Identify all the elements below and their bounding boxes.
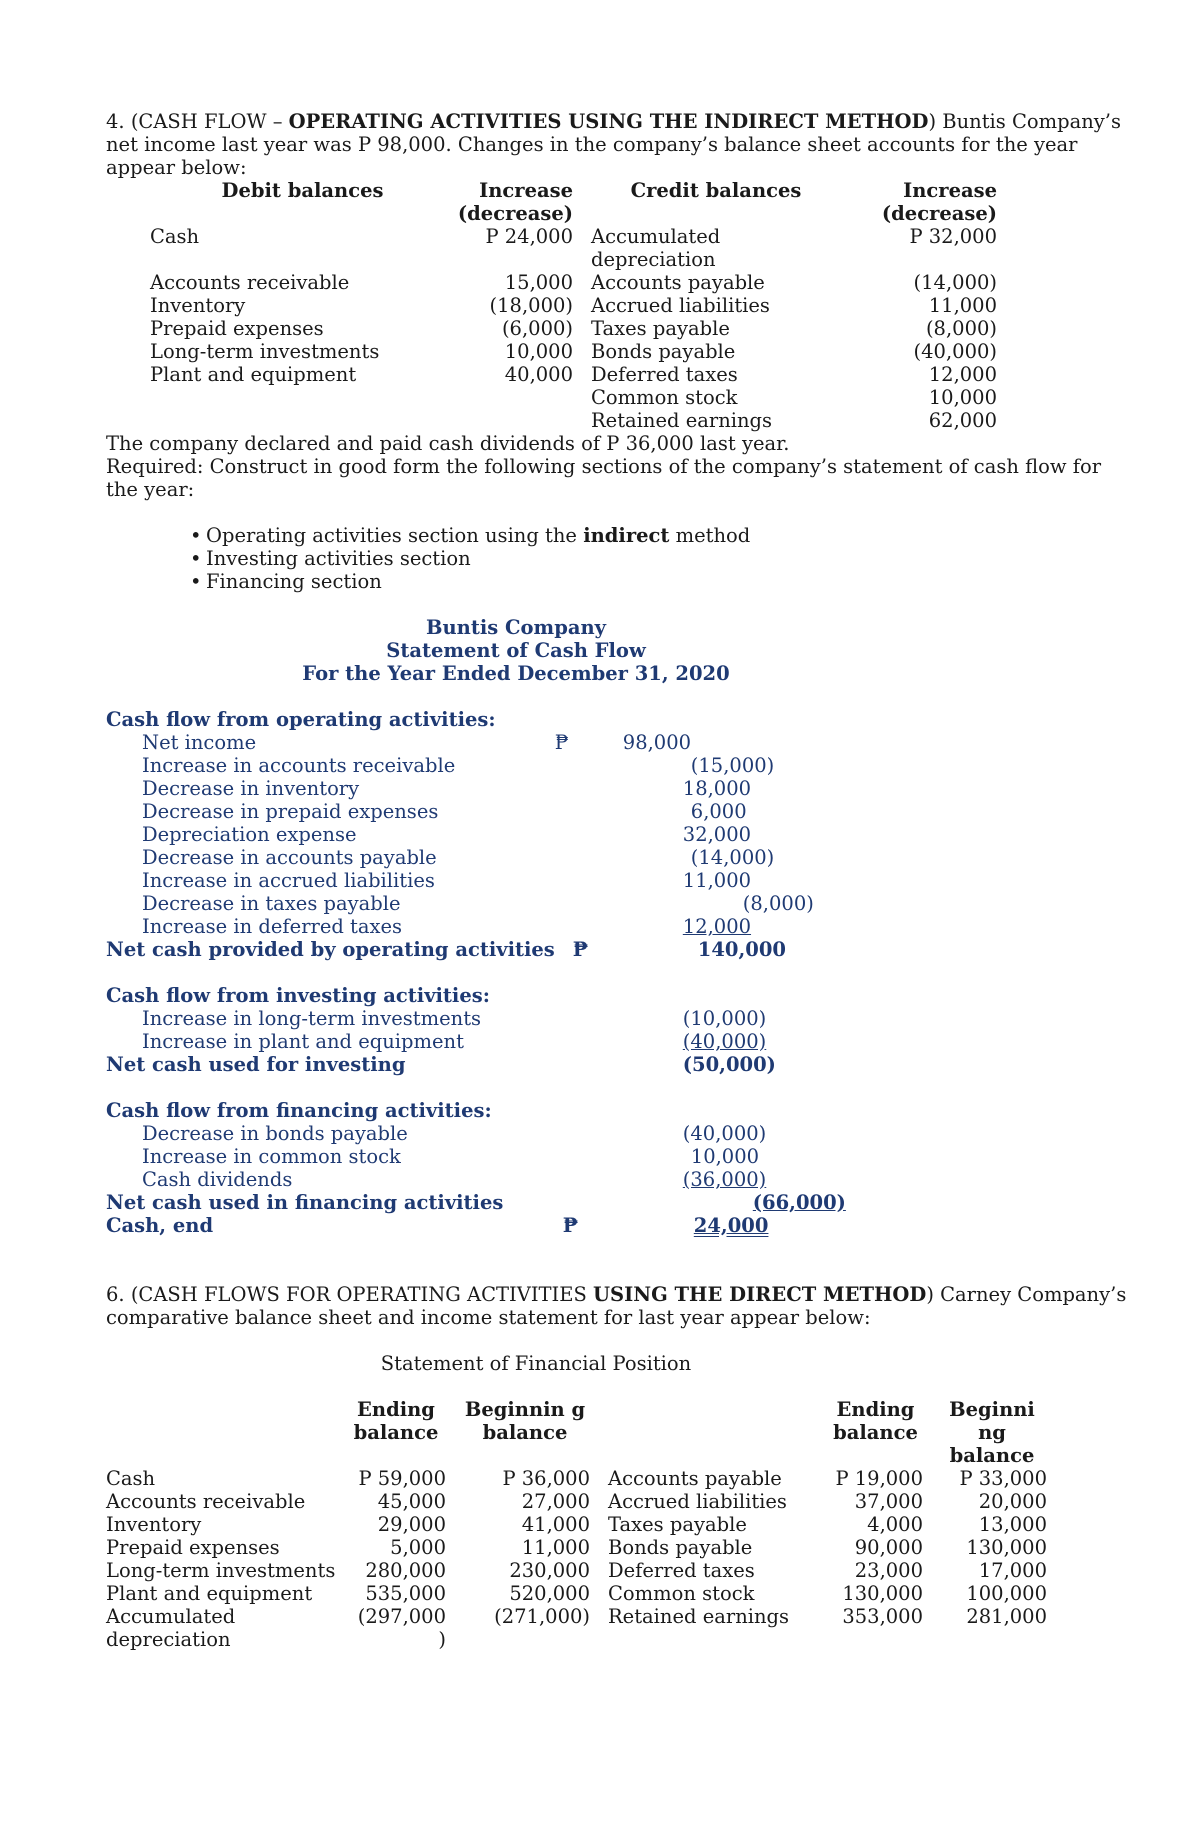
table-row — [106, 1559, 1047, 1582]
asset-ending: (297,000 ) — [357, 1605, 446, 1651]
header-increase-1: Increase (decrease) — [457, 179, 573, 225]
asset-ending: 29,000 — [377, 1513, 446, 1536]
line-item — [106, 1168, 1033, 1191]
liability-ending: 130,000 — [842, 1582, 923, 1605]
required-item-financing: • Financing section — [206, 570, 1136, 593]
line-item-value-cell — [623, 823, 923, 846]
operating-heading-row — [106, 708, 1033, 731]
line-item-value-cell — [623, 1122, 923, 1145]
line-item — [106, 823, 1033, 846]
table-row — [150, 271, 997, 294]
table-row — [106, 1490, 1047, 1513]
liability-ending: 37,000 — [854, 1490, 923, 1513]
asset-beginning: 11,000 — [521, 1536, 590, 1559]
total-value-cell — [623, 1191, 923, 1214]
header-beginning-2: Beginni ng balance — [949, 1398, 1035, 1467]
spacer-row — [106, 961, 1033, 984]
asset-ending: 5,000 — [390, 1536, 446, 1559]
financing-heading-row — [106, 1099, 1033, 1122]
bullet-bold: indirect — [583, 524, 670, 547]
operating-total-row — [106, 938, 1033, 961]
header-increase-2: Increase (decrease) — [881, 179, 997, 225]
line-item-value-cell — [623, 731, 923, 754]
credit-value: (14,000) — [913, 271, 997, 294]
problem-label-open: (CASH FLOW – — [130, 110, 289, 133]
problem-label-bold: USING THE DIRECT METHOD — [593, 1283, 927, 1306]
financing-heading: Cash flow from financing activities: — [106, 1099, 492, 1122]
debit-label: Inventory — [150, 294, 246, 317]
financing-total-label: Net cash used in financing activities — [106, 1191, 504, 1214]
line-item-label: Increase in accounts receivable — [142, 754, 456, 777]
asset-label: Accounts receivable — [106, 1490, 306, 1513]
debit-value: (6,000) — [501, 317, 573, 340]
credit-label: Accumulated depreciation — [591, 225, 721, 271]
liability-beginning: 13,000 — [978, 1513, 1047, 1536]
line-item-value-cell — [623, 1168, 923, 1191]
header-debit-balances: Debit balances — [221, 179, 384, 202]
table-row — [150, 317, 997, 340]
debit-value — [455, 409, 573, 432]
problem-label-close: ) — [928, 110, 937, 133]
liability-ending: 4,000 — [867, 1513, 923, 1536]
statement-title: Statement of Cash Flow — [386, 639, 646, 662]
operating-heading: Cash flow from operating activities: — [106, 708, 496, 731]
table-row — [150, 409, 997, 432]
line-item-value-cell — [623, 915, 923, 938]
credit-value: 12,000 — [928, 363, 997, 386]
cash-end-label: Cash, end — [106, 1214, 214, 1237]
credit-label: Deferred taxes — [591, 363, 738, 386]
line-item — [106, 777, 1033, 800]
liability-label: Accrued liabilities — [608, 1490, 787, 1513]
asset-beginning: 41,000 — [521, 1513, 590, 1536]
required-text: Required: Construct in good form the following sections of the company’s statement of cash flow for the year: — [106, 455, 1102, 501]
line-item-label: Increase in accrued liabilities — [142, 869, 435, 892]
peso-sign — [555, 823, 623, 846]
statement-period: For the Year Ended December 31, 2020 — [302, 662, 730, 685]
line-item — [106, 892, 1033, 915]
liability-ending: 90,000 — [854, 1536, 923, 1559]
required-item-operating — [206, 524, 1136, 547]
peso-sign — [555, 915, 623, 938]
line-item-label: Decrease in taxes payable — [142, 892, 401, 915]
asset-label: Long-term investments — [106, 1559, 336, 1582]
problem-number: 4. — [106, 110, 125, 133]
spacer — [106, 961, 1033, 984]
debit-value: 40,000 — [504, 363, 573, 386]
asset-ending: 280,000 — [365, 1559, 446, 1582]
asset-beginning: 230,000 — [509, 1559, 590, 1582]
statement-heading — [106, 616, 926, 685]
asset-ending: P 59,000 — [358, 1467, 446, 1490]
line-item-value: (36,000) — [682, 1168, 767, 1191]
blank — [923, 846, 1033, 869]
line-item-value: (10,000) — [682, 1007, 767, 1030]
table-row — [150, 225, 997, 271]
line-item — [106, 1145, 1033, 1168]
blank — [923, 869, 1033, 892]
asset-label: Plant and equipment — [106, 1582, 313, 1605]
balance-changes-table — [150, 179, 997, 432]
blank — [923, 915, 1033, 938]
asset-label: Prepaid expenses — [106, 1536, 280, 1559]
line-item-value: (14,000) — [690, 846, 775, 869]
asset-beginning: P 36,000 — [502, 1467, 590, 1490]
credit-value: (40,000) — [913, 340, 997, 363]
line-item-value: 18,000 — [682, 777, 752, 800]
bullet-text: Operating activities section using the — [206, 524, 584, 547]
blank — [923, 1145, 1033, 1168]
asset-label: Inventory — [106, 1513, 202, 1536]
table-row — [106, 1536, 1047, 1559]
investing-total-label: Net cash used for investing — [106, 1053, 406, 1076]
cash-end-value: 24,000 — [693, 1214, 769, 1237]
table-row — [150, 294, 997, 317]
sofp-title: Statement of Financial Position — [380, 1352, 692, 1375]
debit-value — [455, 386, 573, 409]
problem-label-bold: OPERATING ACTIVITIES USING THE INDIRECT METHOD — [288, 110, 929, 133]
liability-label: Retained earnings — [608, 1605, 790, 1628]
required-item-investing: • Investing activities section — [206, 547, 1136, 570]
line-item-label: Decrease in bonds payable — [142, 1122, 408, 1145]
peso-sign — [555, 869, 623, 892]
credit-value: (8,000) — [925, 317, 997, 340]
peso-sign: ₱ — [572, 938, 589, 961]
line-item-value: (8,000) — [742, 892, 814, 915]
liability-label: Deferred taxes — [608, 1559, 755, 1582]
credit-label: Retained earnings — [591, 409, 773, 432]
debit-label: Plant and equipment — [150, 363, 357, 386]
peso-sign: ₱ — [562, 1214, 579, 1237]
debit-value: P 24,000 — [485, 225, 573, 248]
total-value-cell — [623, 938, 923, 961]
credit-label: Taxes payable — [591, 317, 730, 340]
peso-sign — [555, 777, 623, 800]
line-item-label: Depreciation expense — [142, 823, 357, 846]
asset-beginning: (271,000) — [494, 1605, 590, 1628]
asset-beginning: 520,000 — [509, 1582, 590, 1605]
peso-sign — [555, 1168, 623, 1191]
line-item — [106, 846, 1033, 869]
blank — [923, 1030, 1033, 1053]
credit-value: 11,000 — [928, 294, 997, 317]
operating-total-label: Net cash provided by operating activities — [106, 938, 555, 961]
spacer-row — [106, 1076, 1033, 1099]
investing-heading-row — [106, 984, 1033, 1007]
peso-sign — [555, 1122, 623, 1145]
investing-total-row — [106, 1053, 1033, 1076]
blank — [923, 800, 1033, 823]
line-item-label: Cash dividends — [142, 1168, 293, 1191]
debit-label — [150, 386, 455, 409]
line-item-label: Increase in long-term investments — [142, 1007, 482, 1030]
liability-ending: P 19,000 — [835, 1467, 923, 1490]
peso-sign — [555, 1191, 623, 1214]
company-name: Buntis Company — [426, 616, 606, 639]
required-list — [106, 524, 1136, 593]
asset-label: Cash — [106, 1467, 156, 1490]
liability-label: Taxes payable — [608, 1513, 747, 1536]
cash-end-row — [106, 1214, 1033, 1237]
liability-beginning: 20,000 — [978, 1490, 1047, 1513]
document-page — [106, 110, 1136, 1651]
financing-total-row — [106, 1191, 1033, 1214]
debit-label: Prepaid expenses — [150, 317, 324, 340]
line-item-value: (40,000) — [682, 1122, 767, 1145]
peso-sign — [555, 1007, 623, 1030]
investing-total-value: (50,000) — [682, 1053, 776, 1076]
problem6-intro — [106, 1283, 1136, 1329]
line-item — [106, 731, 1033, 754]
line-item-value: 6,000 — [690, 800, 747, 823]
liability-label: Common stock — [608, 1582, 755, 1605]
line-item-value-cell — [623, 892, 923, 915]
blank — [923, 1191, 1033, 1214]
line-item-label: Decrease in inventory — [142, 777, 360, 800]
asset-label: Accumulated depreciation — [106, 1605, 236, 1651]
investing-heading: Cash flow from investing activities: — [106, 984, 490, 1007]
line-item-value: 32,000 — [682, 823, 752, 846]
header-ending-1: Ending balance — [353, 1398, 439, 1444]
peso-sign — [555, 846, 623, 869]
liability-beginning: P 33,000 — [959, 1467, 1047, 1490]
line-item-label: Net income — [142, 731, 257, 754]
blank — [923, 1007, 1033, 1030]
blank — [923, 1168, 1033, 1191]
table-row — [106, 1467, 1047, 1490]
blank — [923, 1214, 1033, 1237]
cash-end-cell — [623, 1214, 923, 1237]
asset-ending: 535,000 — [365, 1582, 446, 1605]
line-item — [106, 754, 1033, 777]
blank — [923, 823, 1033, 846]
liability-ending: 23,000 — [854, 1559, 923, 1582]
peso-sign — [555, 754, 623, 777]
blank — [923, 938, 1033, 961]
line-item — [106, 915, 1033, 938]
debit-value: 15,000 — [504, 271, 573, 294]
header-ending-2: Ending balance — [833, 1398, 918, 1444]
blank — [923, 754, 1033, 777]
table-row — [150, 386, 997, 409]
line-item-value: 12,000 — [682, 915, 752, 938]
line-item-value: 98,000 — [622, 731, 692, 754]
asset-beginning: 27,000 — [521, 1490, 590, 1513]
blank — [923, 1122, 1033, 1145]
line-item-value-cell — [623, 1145, 923, 1168]
credit-label: Common stock — [591, 386, 738, 409]
line-item-value-cell — [623, 846, 923, 869]
line-item-value: 11,000 — [682, 869, 752, 892]
problem-intro-text: Carney Company’s comparative balance sheet and income statement for last year appear below: — [106, 1283, 1127, 1329]
problem-label-open: (CASH FLOWS FOR OPERATING ACTIVITIES — [130, 1283, 594, 1306]
table-row — [106, 1582, 1047, 1605]
peso-sign — [555, 1053, 623, 1076]
line-item-value-cell — [623, 1007, 923, 1030]
line-item-value: (40,000) — [682, 1030, 767, 1053]
liability-beginning: 17,000 — [978, 1559, 1047, 1582]
liability-ending: 353,000 — [842, 1605, 923, 1628]
line-item — [106, 1007, 1033, 1030]
operating-total-value: 140,000 — [697, 938, 786, 961]
dividends-note: The company declared and paid cash dividends of P 36,000 last year. — [106, 432, 790, 455]
table-row — [150, 340, 997, 363]
cash-flow-statement — [106, 708, 1033, 1237]
header-credit-balances: Credit balances — [630, 179, 802, 202]
problem-number: 6. — [106, 1283, 125, 1306]
header-blank — [590, 1398, 828, 1467]
problem-label-close: ) — [926, 1283, 934, 1306]
liability-label: Bonds payable — [608, 1536, 753, 1559]
line-item-label: Decrease in accounts payable — [142, 846, 437, 869]
line-item-label: Increase in common stock — [142, 1145, 401, 1168]
debit-value: 10,000 — [504, 340, 573, 363]
peso-sign — [555, 1145, 623, 1168]
peso-sign: ₱ — [554, 731, 569, 754]
line-item-value-cell — [623, 1030, 923, 1053]
line-item-value-cell — [623, 754, 923, 777]
table-row — [106, 1605, 1047, 1651]
financial-position-table — [106, 1398, 1047, 1651]
problem4-intro — [106, 110, 1136, 179]
debit-value: (18,000) — [489, 294, 573, 317]
financing-total-value: (66,000) — [752, 1191, 846, 1214]
peso-sign — [555, 1030, 623, 1053]
line-item-label: Decrease in prepaid expenses — [142, 800, 439, 823]
liability-label: Accounts payable — [608, 1467, 782, 1490]
asset-ending: 45,000 — [377, 1490, 446, 1513]
line-item — [106, 1122, 1033, 1145]
debit-label — [150, 409, 455, 432]
line-item-label: Increase in plant and equipment — [142, 1030, 464, 1053]
peso-sign — [555, 892, 623, 915]
line-item-label: Increase in deferred taxes — [142, 915, 403, 938]
problem-intro-text: Buntis Company’s net income last year was P 98,000. Changes in the company’s balance sheet accounts for the year appear below: — [106, 110, 1122, 179]
blank — [923, 731, 1033, 754]
line-item-value-cell — [623, 800, 923, 823]
line-item-value: 10,000 — [690, 1145, 760, 1168]
debit-label: Accounts receivable — [150, 271, 350, 294]
line-item — [106, 869, 1033, 892]
debit-label: Cash — [150, 225, 200, 248]
spacer — [106, 1076, 1033, 1099]
credit-value: 62,000 — [928, 409, 997, 432]
total-value-cell — [623, 1053, 923, 1076]
line-item — [106, 1030, 1033, 1053]
header-beginning-1: Beginnin g balance — [464, 1398, 586, 1444]
line-item-value: (15,000) — [690, 754, 775, 777]
credit-label: Accrued liabilities — [591, 294, 770, 317]
table-row — [150, 363, 997, 386]
line-item — [106, 800, 1033, 823]
liability-beginning: 100,000 — [966, 1582, 1047, 1605]
line-item-value-cell — [623, 869, 923, 892]
liability-beginning: 281,000 — [966, 1605, 1047, 1628]
peso-sign — [555, 800, 623, 823]
credit-value: 10,000 — [928, 386, 997, 409]
liability-beginning: 130,000 — [966, 1536, 1047, 1559]
blank — [923, 1053, 1033, 1076]
header-blank — [106, 1398, 346, 1467]
bullet-text: method — [669, 524, 751, 547]
credit-label: Accounts payable — [591, 271, 765, 294]
line-item-value-cell — [623, 777, 923, 800]
table-row — [106, 1513, 1047, 1536]
credit-label: Bonds payable — [591, 340, 736, 363]
credit-value: P 32,000 — [909, 225, 997, 248]
blank — [923, 892, 1033, 915]
blank — [923, 777, 1033, 800]
debit-label: Long-term investments — [150, 340, 380, 363]
